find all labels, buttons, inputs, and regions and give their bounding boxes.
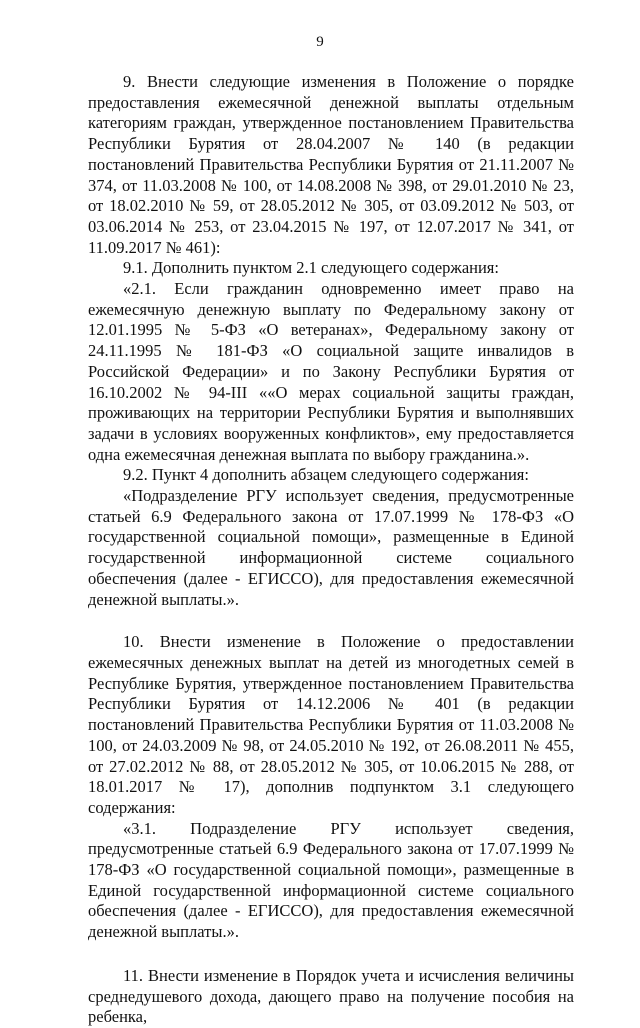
paragraph-10-text: «3.1. Подразделение РГУ использует сведения, предусмотренные статьей 6.9 Федерального закона от 17.07.1999 № 178-ФЗ «О государственной социальной помощи», размещенные в Единой государственной информационной системе социального обеспечения (далее - ЕГИССО), для предоставления ежемесячной денежной выплаты.».: [88, 818, 574, 942]
paragraph-9-2: 9.2. Пункт 4 дополнить абзацем следующего содержания:: [123, 465, 529, 485]
paragraph-9-1-text: «2.1. Если гражданин одновременно имеет право на ежемесячную денежную выплату по Федеральному закону от 12.01.1995 № 5-ФЗ «О ветеранах», Федеральному закону от 24.11.1995 № 181-ФЗ «О социальной защите инвалидов в Российской Федерации» и по Закону Республики Бурятия от 16.10.2002 № 94-III ««О мерах социальной защиты граждан, проживающих на территории Республики Бурятия и выполнявших задачи в условиях вооруженных конфликтов», ему предоставляется одна ежемесячная денежная выплата по выбору гражданина.».: [88, 279, 574, 464]
page-number: 9: [316, 34, 324, 50]
paragraph-9-2-text: «Подразделение РГУ использует сведения, предусмотренные статьей 6.9 Федерального закона от 17.07.1999 № 178-ФЗ «О государственной социальной помощи», размещенные в Единой государственной информационной системе социального обеспечения (далее - ЕГИССО), для предоставления ежемесячной денежной выплаты.».: [88, 486, 574, 609]
paragraph-9: 9. Внести следующие изменения в Положение о порядке предоставления ежемесячной денежной выплаты отдельным категориям граждан, утвержденное постановлением Правительства Республики Бурятия от 28.04.2007 № 140 (в редакции постановлений Правительства Республики Бурятия от 21.11.2007 № 374, от 11.03.2008 № 100, от 14.08.2008 № 398, от 29.01.2010 № 23, от 18.02.2010 № 59, от 28.05.2012 № 305, от 03.09.2012 № 503, от 03.06.2014 № 253, от 23.04.2015 № 197, от 12.07.2017 № 341, от 11.09.2017 № 461):: [88, 72, 574, 257]
paragraph-10: 10. Внести изменение в Положение о предоставлении ежемесячных денежных выплат на детей из многодетных семей в Республике Бурятия, утвержденное постановлением Правительства Республики Бурятия от 14.12.2006 № 401 (в редакции постановлений Правительства Республики Бурятия от 11.03.2008 № 100, от 24.03.2009 № 98, от 24.05.2010 № 192, от 26.08.2011 № 455, от 27.02.2012 № 88, от 28.05.2012 № 305, от 10.06.2015 № 288, от 18.01.2017 № 17), дополнив подпунктом 3.1 следующего содержания:: [88, 632, 574, 817]
document-body: [88, 72, 574, 1028]
paragraph-11: 11. Внести изменение в Порядок учета и исчисления величины среднедушевого дохода, дающего право на получение пособия на ребенка,: [88, 965, 574, 1027]
paragraph-9-1: 9.1. Дополнить пунктом 2.1 следующего содержания:: [123, 258, 499, 278]
